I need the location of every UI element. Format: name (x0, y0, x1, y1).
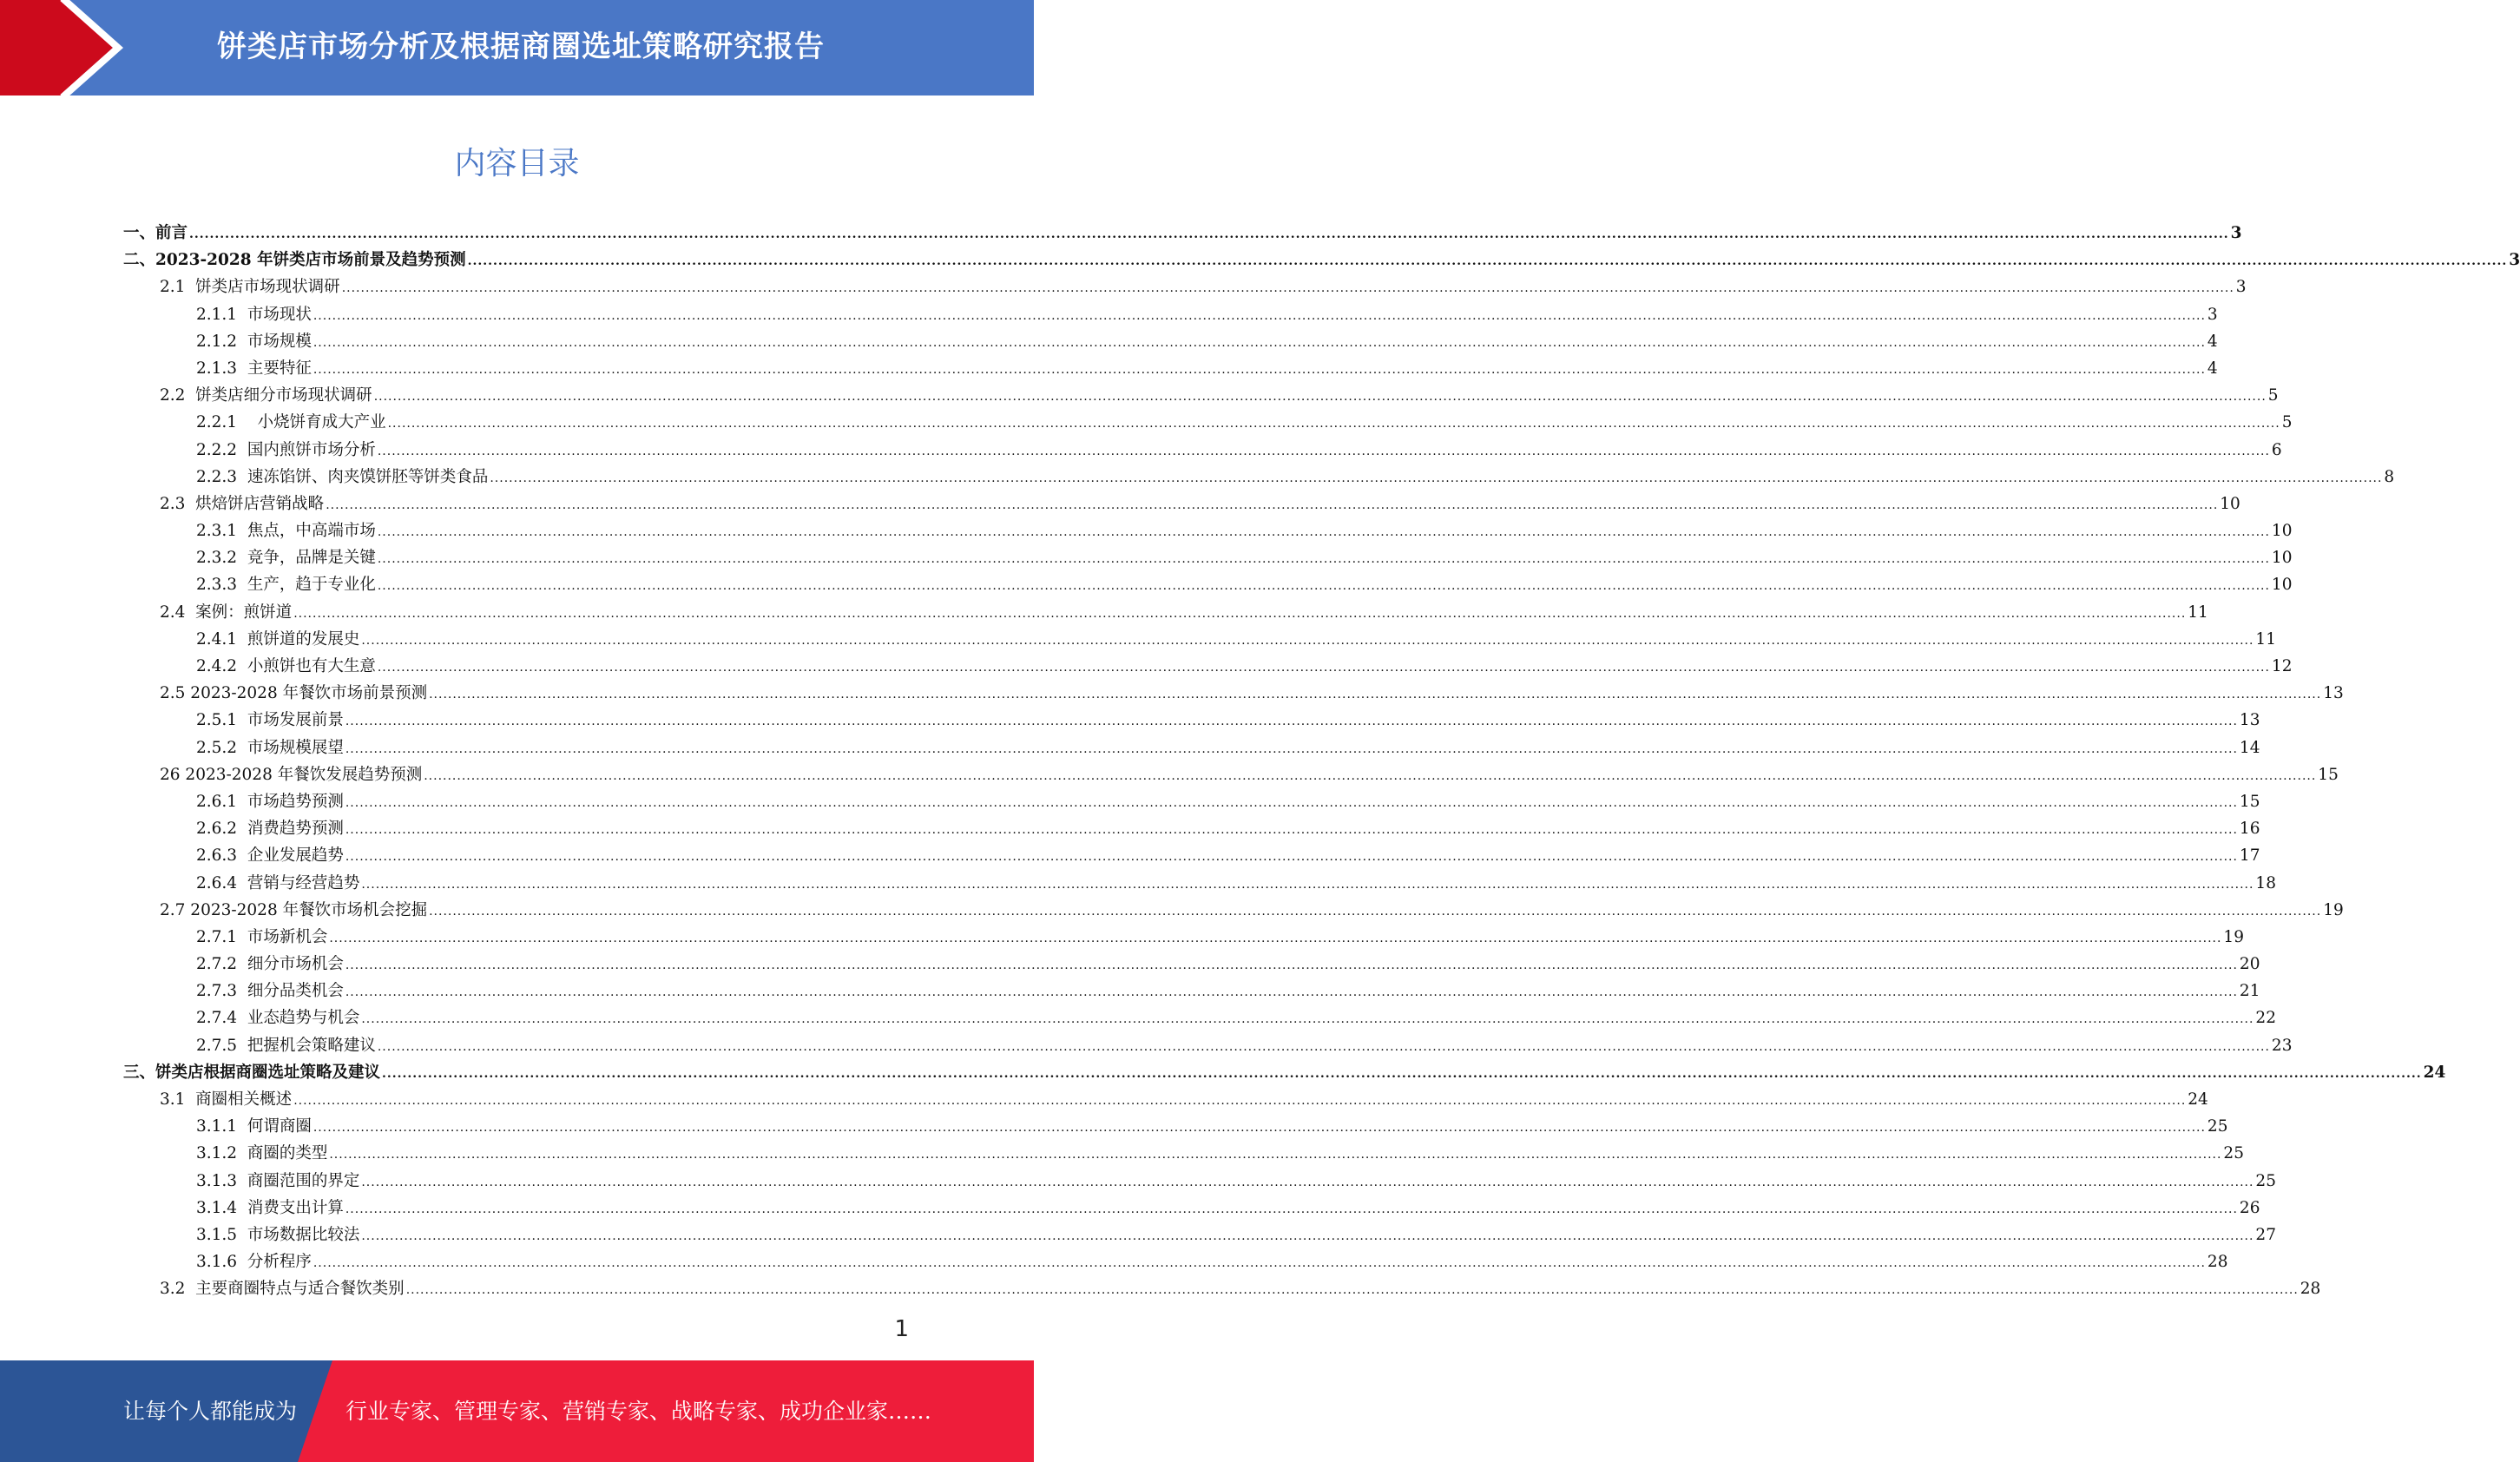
toc-entry-label: 2.3.1 焦点，中高端市场 (196, 522, 376, 541)
toc-entry[interactable] (123, 680, 2344, 707)
toc-entry-page: 10 (2271, 576, 2293, 595)
toc-entry[interactable] (123, 1086, 2208, 1113)
toc-entry[interactable] (123, 1275, 2321, 1302)
dot-leader: ................................................................................................................................................................................................................................................................................................................................................................................................................ (293, 606, 2187, 621)
footer-slogan-left: 让每个人都能成为 (123, 1399, 298, 1424)
toc-entry-page: 14 (2239, 738, 2260, 757)
toc-entry-page: 25 (2223, 1144, 2244, 1163)
toc-entry[interactable] (123, 788, 2260, 815)
toc-entry[interactable] (123, 437, 2282, 464)
toc-entry-label: 3.1.3 商圈范围的界定 (196, 1171, 360, 1190)
dot-leader: ................................................................................................................................................................................................................................................................................................................................................................................................................ (313, 308, 2206, 323)
toc-entry-label: 2.2.1 小烧饼育成大产业 (196, 413, 386, 432)
toc-entry[interactable] (123, 491, 2240, 517)
toc-entry[interactable] (123, 328, 2218, 355)
dot-leader: ................................................................................................................................................................................................................................................................................................................................................................................................................ (429, 688, 2322, 702)
toc-entry-page: 17 (2239, 846, 2260, 866)
toc-entry-page: 28 (2300, 1280, 2321, 1299)
toc-entry[interactable] (123, 815, 2260, 842)
dot-leader: ................................................................................................................................................................................................................................................................................................................................................................................................................ (361, 1228, 2254, 1243)
toc-entry-page: 23 (2271, 1036, 2293, 1055)
toc-entry-label: 3.1 商圈相关概述 (160, 1090, 293, 1109)
toc-entry-page: 6 (2271, 440, 2282, 459)
toc-entry-page: 28 (2207, 1253, 2228, 1272)
toc-entry[interactable] (123, 978, 2260, 1004)
dot-leader: ................................................................................................................................................................................................................................................................................................................................................................................................................ (377, 552, 2270, 567)
toc-entry-label: 2.5 2023-2028 年餐饮市场前景预测 (160, 684, 428, 703)
footer-slogan-right: 行业专家、管理专家、营销专家、战略专家、成功企业家…… (345, 1399, 932, 1424)
toc-entry-label: 2.5.1 市场发展前景 (196, 711, 344, 730)
toc-entry[interactable] (123, 1004, 2276, 1031)
toc-entry-label: 2.1 饼类店市场现状调研 (160, 278, 340, 297)
toc-entry-page: 19 (2323, 900, 2344, 919)
toc-entry-label: 2.1.3 主要特征 (196, 359, 312, 378)
toc-entry-label: 2.2.3 速冻馅饼、肉夹馍饼胚等饼类食品 (196, 467, 489, 486)
toc-entry-label: 2.6.2 消费趋势预测 (196, 820, 344, 839)
toc-entry-page: 24 (2188, 1090, 2208, 1109)
toc-entry-page: 22 (2255, 1009, 2276, 1028)
dot-leader: ................................................................................................................................................................................................................................................................................................................................................................................................................ (313, 362, 2206, 377)
toc-entry-page: 4 (2207, 332, 2218, 351)
toc-entry[interactable] (123, 599, 2208, 626)
toc-entry-page: 25 (2255, 1171, 2276, 1190)
toc-entry-page: 8 (2384, 467, 2395, 486)
toc-entry[interactable] (123, 1032, 2293, 1059)
toc-entry[interactable] (123, 1059, 2446, 1086)
toc-entry-label: 2.3 烘焙饼店营销战略 (160, 494, 325, 513)
toc-entry-label: 2.7.3 细分品类机会 (196, 982, 344, 1001)
toc-entry-page: 15 (2318, 765, 2339, 784)
dot-leader: ................................................................................................................................................................................................................................................................................................................................................................................................................ (361, 633, 2254, 648)
toc-entry-label: 2.7.4 业态趋势与机会 (196, 1009, 360, 1028)
toc-entry-label: 2.1.1 市场现状 (196, 305, 312, 324)
footer-banner (0, 1360, 1034, 1462)
dot-leader: ................................................................................................................................................................................................................................................................................................................................................................................................................ (377, 1039, 2270, 1054)
toc-entry-label: 2.2.2 国内煎饼市场分析 (196, 440, 376, 459)
toc-entry-page: 5 (2267, 386, 2279, 405)
dot-leader: ................................................................................................................................................................................................................................................................................................................................................................................................................ (377, 579, 2270, 594)
table-of-contents (123, 220, 2520, 1303)
arrow-decoration-icon (0, 0, 130, 95)
dot-leader: ................................................................................................................................................................................................................................................................................................................................................................................................................ (361, 877, 2254, 892)
toc-entry[interactable] (123, 707, 2260, 734)
toc-entry-label: 2.7.1 市场新机会 (196, 927, 328, 946)
dot-leader: ................................................................................................................................................................................................................................................................................................................................................................................................................ (313, 1256, 2206, 1271)
dot-leader: ................................................................................................................................................................................................................................................................................................................................................................................................................ (345, 795, 2238, 810)
toc-entry-page: 21 (2239, 982, 2260, 1001)
toc-entry-page: 10 (2220, 494, 2240, 513)
toc-entry-label: 3.2 主要商圈特点与适合餐饮类别 (160, 1280, 405, 1299)
toc-entry[interactable] (123, 870, 2276, 897)
toc-entry[interactable] (123, 220, 2242, 247)
toc-entry-page: 12 (2271, 657, 2293, 675)
toc-entry[interactable] (123, 273, 2247, 300)
toc-entry[interactable] (123, 951, 2260, 978)
toc-entry-label: 2.1.2 市场规模 (196, 332, 312, 351)
toc-entry-label: 2.2 饼类店细分市场现状调研 (160, 386, 372, 405)
toc-entry-page: 4 (2207, 359, 2218, 378)
toc-entry[interactable] (123, 301, 2218, 328)
toc-entry[interactable] (123, 544, 2293, 571)
dot-leader: ................................................................................................................................................................................................................................................................................................................................................................................................................ (345, 850, 2238, 865)
toc-entry-label: 2.3.2 竞争，品牌是关键 (196, 549, 376, 568)
toc-entry[interactable] (123, 626, 2276, 653)
toc-entry[interactable] (123, 842, 2260, 869)
toc-entry-page: 19 (2223, 927, 2244, 946)
toc-entry-label: 2.4.1 煎饼道的发展史 (196, 629, 360, 649)
dot-leader: ................................................................................................................................................................................................................................................................................................................................................................................................................ (293, 1094, 2187, 1108)
toc-entry-label: 2.6.4 营销与经营趋势 (196, 873, 360, 892)
dot-leader: ................................................................................................................................................................................................................................................................................................................................................................................................................ (467, 254, 2508, 269)
dot-leader: ................................................................................................................................................................................................................................................................................................................................................................................................................ (429, 904, 2322, 919)
toc-entry[interactable] (123, 761, 2339, 788)
toc-entry[interactable] (123, 1195, 2260, 1222)
dot-leader: ................................................................................................................................................................................................................................................................................................................................................................................................................ (345, 985, 2238, 1000)
toc-entry[interactable] (123, 924, 2244, 951)
toc-entry-page: 26 (2239, 1198, 2260, 1217)
dot-leader: ................................................................................................................................................................................................................................................................................................................................................................................................................ (345, 715, 2238, 729)
dot-leader: ................................................................................................................................................................................................................................................................................................................................................................................................................ (313, 335, 2206, 350)
toc-entry-page: 18 (2255, 873, 2276, 892)
toc-entry[interactable] (123, 571, 2293, 598)
dot-leader: ................................................................................................................................................................................................................................................................................................................................................................................................................ (345, 958, 2238, 973)
toc-entry-label: 3.1.4 消费支出计算 (196, 1198, 344, 1217)
toc-entry-label: 2.7.2 细分市场机会 (196, 955, 344, 974)
dot-leader: ................................................................................................................................................................................................................................................................................................................................................................................................................ (189, 227, 2229, 241)
toc-entry[interactable] (123, 734, 2260, 761)
toc-entry[interactable] (123, 1248, 2228, 1275)
toc-entry-label: 3.1.5 市场数据比较法 (196, 1225, 360, 1244)
dot-leader: ................................................................................................................................................................................................................................................................................................................................................................................................................ (345, 741, 2238, 756)
toc-heading: 内容目录 (454, 146, 580, 181)
dot-leader: ................................................................................................................................................................................................................................................................................................................................................................................................................ (345, 823, 2238, 838)
toc-entry[interactable] (123, 1168, 2276, 1195)
toc-entry[interactable] (123, 897, 2344, 924)
dot-leader: ................................................................................................................................................................................................................................................................................................................................................................................................................ (326, 497, 2219, 512)
toc-entry-page: 13 (2323, 684, 2344, 703)
toc-entry-page: 3 (2235, 278, 2247, 297)
header-banner (0, 0, 1034, 95)
report-title: 饼类店市场分析及根据商圈选址策略研究报告 (217, 30, 825, 64)
dot-leader: ................................................................................................................................................................................................................................................................................................................................................................................................................ (382, 1066, 2422, 1081)
toc-entry-page: 24 (2423, 1063, 2446, 1082)
toc-entry-label: 3.1.6 分析程序 (196, 1253, 312, 1272)
toc-entry[interactable] (123, 247, 2520, 273)
toc-entry-label: 二、2023-2028 年饼类店市场前景及趋势预测 (123, 251, 466, 270)
toc-entry-label: 2.7.5 把握机会策略建议 (196, 1036, 376, 1055)
dot-leader: ................................................................................................................................................................................................................................................................................................................................................................................................................ (377, 525, 2270, 540)
dot-leader: ................................................................................................................................................................................................................................................................................................................................................................................................................ (361, 1012, 2254, 1027)
toc-entry-page: 3 (2230, 224, 2242, 242)
toc-entry-page: 20 (2239, 955, 2260, 974)
toc-entry-page: 3 (2207, 305, 2218, 324)
toc-entry-page: 15 (2239, 792, 2260, 811)
toc-entry-label: 一、前言 (123, 224, 188, 242)
dot-leader: ................................................................................................................................................................................................................................................................................................................................................................................................................ (361, 1175, 2254, 1189)
toc-entry-page: 10 (2271, 522, 2293, 541)
toc-entry[interactable] (123, 653, 2293, 680)
toc-entry-page: 10 (2271, 549, 2293, 568)
page-number: 1 (894, 1316, 909, 1342)
dot-leader: ................................................................................................................................................................................................................................................................................................................................................................................................................ (341, 281, 2234, 296)
toc-entry-label: 2.5.2 市场规模展望 (196, 738, 344, 757)
toc-entry-page: 25 (2207, 1117, 2228, 1136)
dot-leader: ................................................................................................................................................................................................................................................................................................................................................................................................................ (373, 390, 2267, 405)
toc-entry[interactable] (123, 382, 2279, 409)
toc-entry-label: 3.1.1 何谓商圈 (196, 1117, 312, 1136)
dot-leader: ................................................................................................................................................................................................................................................................................................................................................................................................................ (377, 444, 2270, 458)
toc-entry-page: 11 (2255, 629, 2276, 649)
toc-entry-page: 3 (2509, 251, 2520, 270)
toc-entry-label: 三、饼类店根据商圈选址策略及建议 (123, 1063, 381, 1082)
dot-leader: ................................................................................................................................................................................................................................................................................................................................................................................................................ (387, 417, 2280, 431)
toc-entry-label: 2.6.3 企业发展趋势 (196, 846, 344, 866)
toc-entry-label: 2.7 2023-2028 年餐饮市场机会挖掘 (160, 900, 428, 919)
dot-leader: ................................................................................................................................................................................................................................................................................................................................................................................................................ (345, 1202, 2238, 1216)
toc-entry-page: 27 (2255, 1225, 2276, 1244)
dot-leader: ................................................................................................................................................................................................................................................................................................................................................................................................................ (424, 768, 2317, 783)
toc-entry[interactable] (123, 517, 2293, 544)
toc-entry[interactable] (123, 1140, 2244, 1167)
dot-leader: ................................................................................................................................................................................................................................................................................................................................................................................................................ (329, 1148, 2222, 1162)
dot-leader: ................................................................................................................................................................................................................................................................................................................................................................................................................ (313, 1121, 2206, 1136)
dot-leader: ................................................................................................................................................................................................................................................................................................................................................................................................................ (405, 1283, 2299, 1298)
toc-entry-page: 11 (2188, 603, 2208, 622)
toc-entry-label: 2.4.2 小煎饼也有大生意 (196, 657, 376, 675)
toc-entry[interactable] (123, 355, 2218, 382)
dot-leader: ................................................................................................................................................................................................................................................................................................................................................................................................................ (490, 471, 2383, 485)
toc-entry-label: 26 2023-2028 年餐饮发展趋势预测 (160, 765, 423, 784)
toc-entry[interactable] (123, 464, 2395, 491)
dot-leader: ................................................................................................................................................................................................................................................................................................................................................................................................................ (377, 661, 2270, 675)
toc-entry-label: 2.4 案例：煎饼道 (160, 603, 293, 622)
dot-leader: ................................................................................................................................................................................................................................................................................................................................................................................................................ (329, 931, 2222, 945)
toc-entry-page: 5 (2281, 413, 2293, 432)
toc-entry-label: 2.6.1 市场趋势预测 (196, 792, 344, 811)
toc-entry[interactable] (123, 409, 2293, 436)
toc-entry-page: 13 (2239, 711, 2260, 730)
toc-entry[interactable] (123, 1222, 2276, 1248)
toc-entry[interactable] (123, 1113, 2228, 1140)
toc-entry-label: 2.3.3 生产，趋于专业化 (196, 576, 376, 595)
toc-entry-page: 16 (2239, 820, 2260, 839)
toc-entry-label: 3.1.2 商圈的类型 (196, 1144, 328, 1163)
